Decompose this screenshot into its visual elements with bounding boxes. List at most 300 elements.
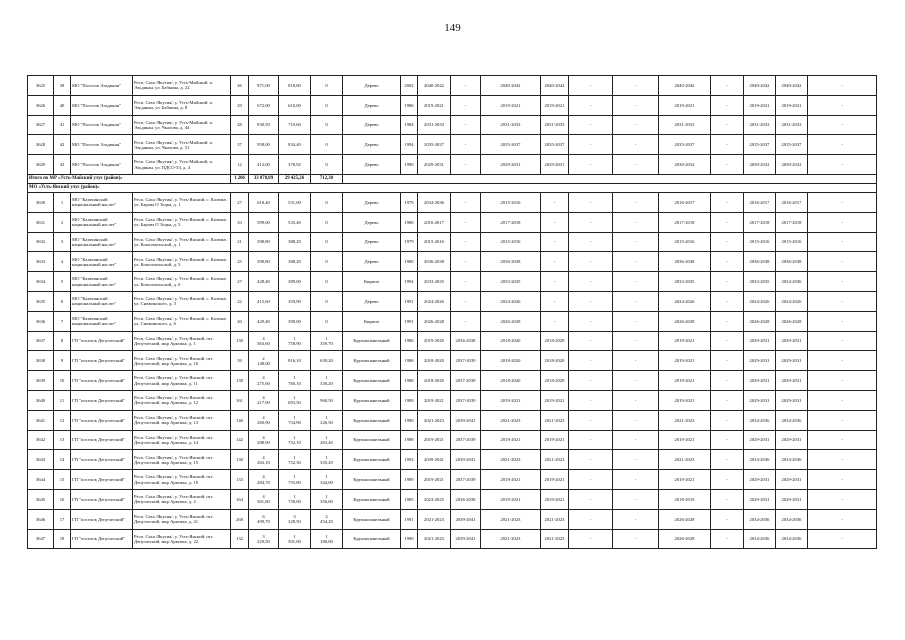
table-cell: 2026-2028 bbox=[744, 311, 776, 331]
table-cell: - bbox=[613, 390, 659, 410]
table-cell: 2024-2026 bbox=[776, 291, 808, 311]
table-cell: 2021-2023 bbox=[418, 529, 451, 549]
table-cell: 40 bbox=[54, 95, 71, 115]
table-cell: 1989 bbox=[401, 390, 418, 410]
table-cell: 830,50 bbox=[249, 115, 279, 135]
table-cell: - bbox=[569, 252, 613, 272]
table-cell: - bbox=[711, 76, 744, 96]
table-cell: Крупнопанельный bbox=[343, 509, 401, 529]
table-cell: - bbox=[613, 430, 659, 450]
table-cell: 2029-2031 bbox=[744, 489, 776, 509]
table-cell: - bbox=[569, 410, 613, 430]
table-cell: 1991 bbox=[401, 509, 418, 529]
table-cell: Дерево bbox=[343, 291, 401, 311]
table-cell: 3626 bbox=[28, 95, 54, 115]
table-cell: 2019-2021 bbox=[418, 95, 451, 115]
table-row bbox=[28, 470, 877, 490]
table-cell: 1991 bbox=[401, 291, 418, 311]
table-cell: Дерево bbox=[343, 76, 401, 96]
table-cell: - bbox=[808, 212, 877, 232]
table-cell: 2029-2031 bbox=[744, 430, 776, 450]
table-cell: 28 bbox=[231, 115, 249, 135]
table-cell: 2029-2031 bbox=[776, 351, 808, 371]
table-cell: 2019-2021 bbox=[659, 470, 711, 490]
table-row bbox=[28, 155, 877, 175]
table-cell: Крупнопанельный bbox=[343, 489, 401, 509]
table-cell: 0 bbox=[311, 135, 343, 155]
table-cell: - bbox=[613, 135, 659, 155]
table-cell: 130 bbox=[231, 331, 249, 351]
table-cell: - bbox=[613, 311, 659, 331]
table-cell: 2018-2020 bbox=[481, 331, 541, 351]
table-cell: 0 bbox=[311, 192, 343, 212]
table-cell: Респ. Саха /Якутия/, у. Усть-Янский, пгт. Депутатский, мкр Арктика, д. 2 bbox=[133, 489, 231, 509]
table-cell: 1988 bbox=[401, 430, 418, 450]
table-cell: 2035-2037 bbox=[776, 135, 808, 155]
table-cell: - bbox=[569, 390, 613, 410]
table-cell: 2037-2039 bbox=[451, 470, 481, 490]
table-cell: 8 bbox=[54, 331, 71, 351]
table-cell: Респ. Саха /Якутия/, у. Усть-Майский, п. Эльдикан, ул. ПДСО-53, д. 4 bbox=[133, 155, 231, 175]
table-cell: 1990 bbox=[401, 155, 418, 175]
table-cell: 1 330,20 bbox=[311, 371, 343, 391]
table-cell: Крупнопанельный bbox=[343, 410, 401, 430]
table-cell: Крупнопанельный bbox=[343, 390, 401, 410]
table-cell: 0 bbox=[311, 291, 343, 311]
table-cell: 2019-2020 bbox=[418, 331, 451, 351]
table-cell: 2033-2035 bbox=[659, 272, 711, 292]
table-cell: - bbox=[711, 529, 744, 549]
table-cell: - bbox=[541, 291, 569, 311]
table-cell: - bbox=[451, 232, 481, 252]
table-row bbox=[28, 489, 877, 509]
table-cell: 3629 bbox=[28, 155, 54, 175]
table-cell: 2021-2023 bbox=[659, 410, 711, 430]
table-row bbox=[28, 311, 877, 331]
table-cell: 2 bbox=[54, 212, 71, 232]
table-cell: 0 bbox=[311, 76, 343, 96]
table-cell: ГП "поселок Депутатский" bbox=[71, 410, 133, 430]
table-cell: - bbox=[569, 95, 613, 115]
table-cell: 1 754,90 bbox=[279, 410, 311, 430]
table-row bbox=[28, 232, 877, 252]
table-cell: 130 bbox=[231, 450, 249, 470]
table-cell: 2024-2026 bbox=[481, 291, 541, 311]
table-cell: МО "Казачинский национальный наслег" bbox=[71, 232, 133, 252]
table-cell: 0 bbox=[311, 311, 343, 331]
table-row bbox=[28, 509, 877, 529]
table-cell: Респ. Саха /Якутия/, у. Усть-Янский, пгт. Депутатский, мкр Арктика, д. 21 bbox=[133, 509, 231, 529]
table-cell: - bbox=[808, 430, 877, 450]
table-cell: 39 bbox=[54, 76, 71, 96]
table-cell: 1 356,60 bbox=[311, 489, 343, 509]
table-cell: 2016-2017 bbox=[418, 212, 451, 232]
table-cell: - bbox=[541, 272, 569, 292]
table-cell: 3634 bbox=[28, 272, 54, 292]
table-cell: - bbox=[808, 192, 877, 212]
table-cell: 2037-2039 bbox=[451, 430, 481, 450]
table-cell: - bbox=[613, 331, 659, 351]
table-cell: - bbox=[541, 212, 569, 232]
table-cell: 2026-2028 bbox=[659, 311, 711, 331]
table-cell: - bbox=[569, 489, 613, 509]
table-cell: 2035-2037 bbox=[481, 135, 541, 155]
table-cell: - bbox=[711, 489, 744, 509]
table-cell: - bbox=[711, 410, 744, 430]
table-cell: 2029-2031 bbox=[481, 155, 541, 175]
table-cell: - bbox=[451, 135, 481, 155]
table-cell: - bbox=[808, 529, 877, 549]
table-cell: 3636 bbox=[28, 311, 54, 331]
table-cell: Крупнопанельный bbox=[343, 351, 401, 371]
table-cell: 20 bbox=[231, 311, 249, 331]
table-cell: 2036-2038 bbox=[481, 252, 541, 272]
table-cell: - bbox=[613, 232, 659, 252]
table-cell: - bbox=[808, 390, 877, 410]
table-cell: 2019-2021 bbox=[659, 351, 711, 371]
table-cell: 2024-2026 bbox=[744, 291, 776, 311]
table-cell: 2029-2031 bbox=[776, 470, 808, 490]
table-cell: - bbox=[569, 331, 613, 351]
table-cell: 2035-2037 bbox=[659, 135, 711, 155]
table-cell: ГП "поселок Депутатский" bbox=[71, 450, 133, 470]
table-cell: 5 bbox=[54, 272, 71, 292]
table-cell: 1 758,90 bbox=[279, 331, 311, 351]
table-cell: 3635 bbox=[28, 291, 54, 311]
table-cell: 1 226,50 bbox=[311, 410, 343, 430]
table-cell: 2021-2023 bbox=[418, 509, 451, 529]
table-cell: 2017-2018 bbox=[481, 212, 541, 232]
table-cell: 4 217,90 bbox=[249, 390, 279, 410]
table-cell: 2031-2033 bbox=[744, 115, 776, 135]
table-cell: 3 328,50 bbox=[279, 509, 311, 529]
table-cell: 1 755,80 bbox=[279, 470, 311, 490]
table-cell: - bbox=[711, 252, 744, 272]
table-cell: 2016-2017 bbox=[659, 192, 711, 212]
table-cell: 2030-2032 bbox=[659, 155, 711, 175]
table-cell: 1989 bbox=[401, 470, 418, 490]
table-cell: ГП "поселок Депутатский" bbox=[71, 390, 133, 410]
table-cell: 133 bbox=[231, 470, 249, 490]
table-cell: - bbox=[711, 509, 744, 529]
table-cell: 2018-2019 bbox=[659, 489, 711, 509]
table-cell: - bbox=[808, 371, 877, 391]
table-cell: - bbox=[613, 212, 659, 232]
table-cell: 2037-2039 bbox=[451, 390, 481, 410]
table-cell: Крупнопанельный bbox=[343, 450, 401, 470]
table-cell: 1985 bbox=[401, 489, 418, 509]
table-cell: 0 bbox=[311, 232, 343, 252]
table-cell: 3637 bbox=[28, 331, 54, 351]
table-cell: - bbox=[613, 410, 659, 430]
table-cell: - bbox=[613, 192, 659, 212]
table-cell: - bbox=[569, 76, 613, 96]
table-cell: - bbox=[808, 410, 877, 430]
table-cell: 2019-2021 bbox=[418, 430, 451, 450]
table-cell: - bbox=[711, 192, 744, 212]
table-body-top bbox=[28, 76, 877, 175]
table-row bbox=[28, 450, 877, 470]
table-cell: 59 bbox=[231, 351, 249, 371]
table-cell: 4 301,80 bbox=[249, 489, 279, 509]
table-cell: - bbox=[569, 272, 613, 292]
table-cell: - bbox=[808, 331, 877, 351]
table-cell: 2 148,00 bbox=[249, 351, 279, 371]
table-cell: 2040-2042 bbox=[418, 76, 451, 96]
table-cell: Дерево bbox=[343, 192, 401, 212]
table-cell: 2017-2018 bbox=[776, 212, 808, 232]
table-cell: 2018-2020 bbox=[541, 351, 569, 371]
table-cell: 3641 bbox=[28, 410, 54, 430]
table-cell: 2040-2042 bbox=[776, 76, 808, 96]
table-cell: ГП "поселок Депутатский" bbox=[71, 509, 133, 529]
table-cell: 42 bbox=[54, 135, 71, 155]
total-label: Итого по МР «Усть-Майский улус (район)» bbox=[28, 174, 231, 183]
table-cell: 2030-2032 bbox=[776, 155, 808, 175]
table-cell: 2036-2038 bbox=[776, 252, 808, 272]
table-cell: - bbox=[711, 450, 744, 470]
table-cell: 2016-2017 bbox=[776, 192, 808, 212]
table-cell: 2015-2016 bbox=[776, 232, 808, 252]
table-cell: 531,00 bbox=[279, 192, 311, 212]
total-area: 33 078,09 bbox=[249, 174, 279, 183]
table-row bbox=[28, 135, 877, 155]
table-cell: 2031-2033 bbox=[659, 115, 711, 135]
table-cell: 1991 bbox=[401, 311, 418, 331]
table-cell: 0 bbox=[311, 155, 343, 175]
table-cell: 2036-2038 bbox=[451, 489, 481, 509]
table-cell: 2021-2023 bbox=[481, 450, 541, 470]
table-cell: 1984 bbox=[401, 115, 418, 135]
table-cell: 390,00 bbox=[279, 311, 311, 331]
table-cell: 21 bbox=[231, 232, 249, 252]
table-cell: 138 bbox=[231, 371, 249, 391]
table-cell: 2029-2031 bbox=[744, 351, 776, 371]
table-cell: 1986 bbox=[401, 95, 418, 115]
table-cell: 2031-2033 bbox=[541, 115, 569, 135]
table-cell: 43 bbox=[54, 155, 71, 175]
table-cell: 1 263,40 bbox=[311, 430, 343, 450]
table-cell: 4 284,70 bbox=[249, 470, 279, 490]
table-cell: - bbox=[808, 232, 877, 252]
table-cell: - bbox=[613, 450, 659, 470]
table-cell: МО "Казачинский национальный наслег" bbox=[71, 291, 133, 311]
table-cell: Дерево bbox=[343, 95, 401, 115]
table-cell: 2029-2031 bbox=[776, 331, 808, 351]
table-cell: - bbox=[808, 155, 877, 175]
table-cell: 2034-2036 bbox=[418, 192, 451, 212]
table-cell: - bbox=[808, 489, 877, 509]
table-cell: 27 bbox=[231, 192, 249, 212]
table-cell: - bbox=[711, 430, 744, 450]
table-cell: 164 bbox=[231, 489, 249, 509]
table-cell: МО "Поселок Эльдикан" bbox=[71, 95, 133, 115]
table-cell: 3647 bbox=[28, 529, 54, 549]
table-cell: 41 bbox=[54, 115, 71, 135]
table-cell: 672,00 bbox=[249, 95, 279, 115]
table-cell: Респ. Саха /Якутия/, у. Усть-Майский, п. Эльдикан, ул. Чкалова, д. 51 bbox=[133, 135, 231, 155]
table-cell: - bbox=[541, 232, 569, 252]
table-cell: 2019-2021 bbox=[481, 95, 541, 115]
table-cell: 2029-2031 bbox=[776, 390, 808, 410]
table-cell: Респ. Саха /Якутия/, у. Усть-Янский, пгт. Депутатский, мкр Арктика, д. 12 bbox=[133, 390, 231, 410]
table-cell: 4 275,60 bbox=[249, 371, 279, 391]
table-cell: - bbox=[808, 470, 877, 490]
table-cell: - bbox=[569, 155, 613, 175]
table-cell: Крупнопанельный bbox=[343, 470, 401, 490]
table-cell: 834,40 bbox=[279, 135, 311, 155]
table-cell: МО "Казачинский национальный наслег" bbox=[71, 311, 133, 331]
table-cell: ГП "поселок Депутатский" bbox=[71, 371, 133, 391]
table-cell: 2021-2023 bbox=[541, 529, 569, 549]
table-cell: Респ. Саха /Якутия/, у. Усть-Майский, п. Эльдикан, ул. Бабкина, д. 22 bbox=[133, 76, 231, 96]
table-cell: - bbox=[711, 291, 744, 311]
table-cell: 2019-2021 bbox=[659, 430, 711, 450]
table-cell: 2033-2035 bbox=[418, 272, 451, 292]
table-cell: 2034-2036 bbox=[776, 450, 808, 470]
table-cell: - bbox=[808, 272, 877, 292]
table-cell: Дерево bbox=[343, 212, 401, 232]
table-cell: 359,90 bbox=[279, 291, 311, 311]
table-cell: 12 bbox=[231, 155, 249, 175]
table-cell: Респ. Саха /Якутия/, у. Усть-Янский, пгт. Депутатский, мкр Арктика, д. 10 bbox=[133, 351, 231, 371]
table-cell: 2037-2039 bbox=[451, 351, 481, 371]
table-cell: ГП "поселок Депутатский" bbox=[71, 430, 133, 450]
table-cell: 18 bbox=[54, 529, 71, 549]
table-cell: 26 bbox=[231, 76, 249, 96]
section-row bbox=[28, 183, 877, 192]
table-cell: - bbox=[711, 232, 744, 252]
table-cell: 1988 bbox=[401, 371, 418, 391]
table-cell: 2031-2033 bbox=[418, 115, 451, 135]
table-cell: 268 bbox=[231, 509, 249, 529]
table-cell: 2024-2026 bbox=[418, 291, 451, 311]
table-cell: - bbox=[569, 212, 613, 232]
table-cell: 2019-2021 bbox=[481, 390, 541, 410]
table-cell: 12 bbox=[54, 410, 71, 430]
table-cell: 2 454,20 bbox=[311, 509, 343, 529]
table-cell: 1992 bbox=[401, 450, 418, 470]
table-cell: Дерево bbox=[343, 252, 401, 272]
table-cell: 2031-2033 bbox=[776, 115, 808, 135]
table-cell: Респ. Саха /Якутия/, у. Усть-Янский, с. Казачье, ул. Комсомольской, д. 3 bbox=[133, 252, 231, 272]
table-cell: - bbox=[569, 135, 613, 155]
table-cell: 639,20 bbox=[311, 351, 343, 371]
table-cell: 2033-2035 bbox=[481, 272, 541, 292]
table-cell: 1 335,20 bbox=[311, 450, 343, 470]
table-cell: 2034-2036 bbox=[744, 509, 776, 529]
table-cell: 2029-2031 bbox=[776, 489, 808, 509]
table-cell: 2019-2021 bbox=[481, 489, 541, 509]
table-cell: 2026-2028 bbox=[659, 529, 711, 549]
table-cell: Крупнопанельный bbox=[343, 331, 401, 351]
table-cell: - bbox=[451, 192, 481, 212]
table-cell: Респ. Саха /Якутия/, у. Усть-Янский, с. Казачье, ул. Снежинского, д. 6 bbox=[133, 311, 231, 331]
total-living: 29 425,26 bbox=[279, 174, 311, 183]
table-row bbox=[28, 76, 877, 96]
table-cell: - bbox=[569, 351, 613, 371]
table-cell: - bbox=[808, 115, 877, 135]
table-cell: - bbox=[613, 291, 659, 311]
table-cell: 1 180,00 bbox=[311, 529, 343, 549]
table-cell: 398,80 bbox=[249, 232, 279, 252]
table-cell: - bbox=[808, 291, 877, 311]
total-other: 712,30 bbox=[311, 174, 343, 183]
table-cell: 2029-2031 bbox=[418, 155, 451, 175]
table-cell: 14 bbox=[54, 450, 71, 470]
table-cell: - bbox=[711, 351, 744, 371]
table-cell: - bbox=[569, 430, 613, 450]
table-cell: Респ. Саха /Якутия/, у. Усть-Янский, с. Казачье, ул. Комсомольской, д. 6 bbox=[133, 272, 231, 292]
table-cell: - bbox=[613, 155, 659, 175]
table-cell: 7 bbox=[54, 311, 71, 331]
table-cell: 2021-2023 bbox=[481, 529, 541, 549]
table-cell: МО "Поселок Эльдикан" bbox=[71, 135, 133, 155]
table-cell: 2021-2023 bbox=[541, 410, 569, 430]
table-cell: ГП "поселок Депутатский" bbox=[71, 331, 133, 351]
table-cell: 2021-2023 bbox=[541, 509, 569, 529]
table-cell: 6 499,70 bbox=[249, 509, 279, 529]
table-cell: Респ. Саха /Якутия/, у. Усть-Майский, п. Эльдикан, ул. Бабкина, д. 8 bbox=[133, 95, 231, 115]
table-cell: 2034-2036 bbox=[776, 272, 808, 292]
table-cell: 2029-2031 bbox=[744, 390, 776, 410]
table-cell: Респ. Саха /Якутия/, у. Усть-Янский, пгт. Депутатский, мкр Арктика, д. 11 bbox=[133, 371, 231, 391]
table-cell: Дерево bbox=[343, 155, 401, 175]
table-row bbox=[28, 212, 877, 232]
table-cell: Респ. Саха /Якутия/, у. Усть-Янский, с. Казачье, ул. Снежинского, д. 3 bbox=[133, 291, 231, 311]
table-cell: 1986 bbox=[401, 351, 418, 371]
table-cell: 25 bbox=[231, 252, 249, 272]
table-cell: 4 263,10 bbox=[249, 450, 279, 470]
table-cell: 2036-2038 bbox=[451, 331, 481, 351]
table-cell: 971,00 bbox=[249, 76, 279, 96]
table-cell: 2026-2028 bbox=[776, 311, 808, 331]
table-cell: 2029-2031 bbox=[744, 371, 776, 391]
table-cell: 22 bbox=[231, 291, 249, 311]
table-row bbox=[28, 529, 877, 549]
table-cell: 3 229,50 bbox=[249, 529, 279, 549]
table-cell: 2018-2020 bbox=[418, 371, 451, 391]
table-cell: 2002 bbox=[401, 76, 418, 96]
table-cell: 4 363,60 bbox=[249, 331, 279, 351]
table-cell: 2019-2021 bbox=[418, 390, 451, 410]
table-cell: 4 260,90 bbox=[249, 410, 279, 430]
table-cell: 4 288,90 bbox=[249, 430, 279, 450]
table-row bbox=[28, 390, 877, 410]
table-cell: 2026-2028 bbox=[418, 311, 451, 331]
table-cell: Респ. Саха /Якутия/, у. Усть-Янский, пгт. Депутатский, мкр Арктика, д. 18 bbox=[133, 470, 231, 490]
table-body-bottom bbox=[28, 192, 877, 548]
table-cell: 2021-2023 bbox=[481, 410, 541, 430]
table-cell: Респ. Саха /Якутия/, у. Усть-Янский, пгт. Депутатский, мкр Арктика, д. 22 bbox=[133, 529, 231, 549]
table-cell: 2040-2042 bbox=[744, 76, 776, 96]
table-cell: 710,60 bbox=[279, 115, 311, 135]
table-cell: 389,00 bbox=[279, 272, 311, 292]
table-cell: 1 752,10 bbox=[279, 430, 311, 450]
table-cell: - bbox=[569, 115, 613, 135]
table-cell: - bbox=[613, 76, 659, 96]
table-cell: - bbox=[451, 212, 481, 232]
section-title: МО «Усть-Янский улус (район)» bbox=[28, 183, 877, 192]
table-cell: 0 bbox=[311, 272, 343, 292]
table-cell: Респ. Саха /Якутия/, у. Усть-Янский, пгт. Депутатский, мкр Арктика, д. 13 bbox=[133, 410, 231, 430]
table-cell: 2034-2036 bbox=[776, 509, 808, 529]
table-row bbox=[28, 410, 877, 430]
table-cell: - bbox=[711, 135, 744, 155]
table-cell: 2036-2038 bbox=[659, 252, 711, 272]
table-cell: - bbox=[613, 95, 659, 115]
table-cell: 2021-2023 bbox=[541, 450, 569, 470]
